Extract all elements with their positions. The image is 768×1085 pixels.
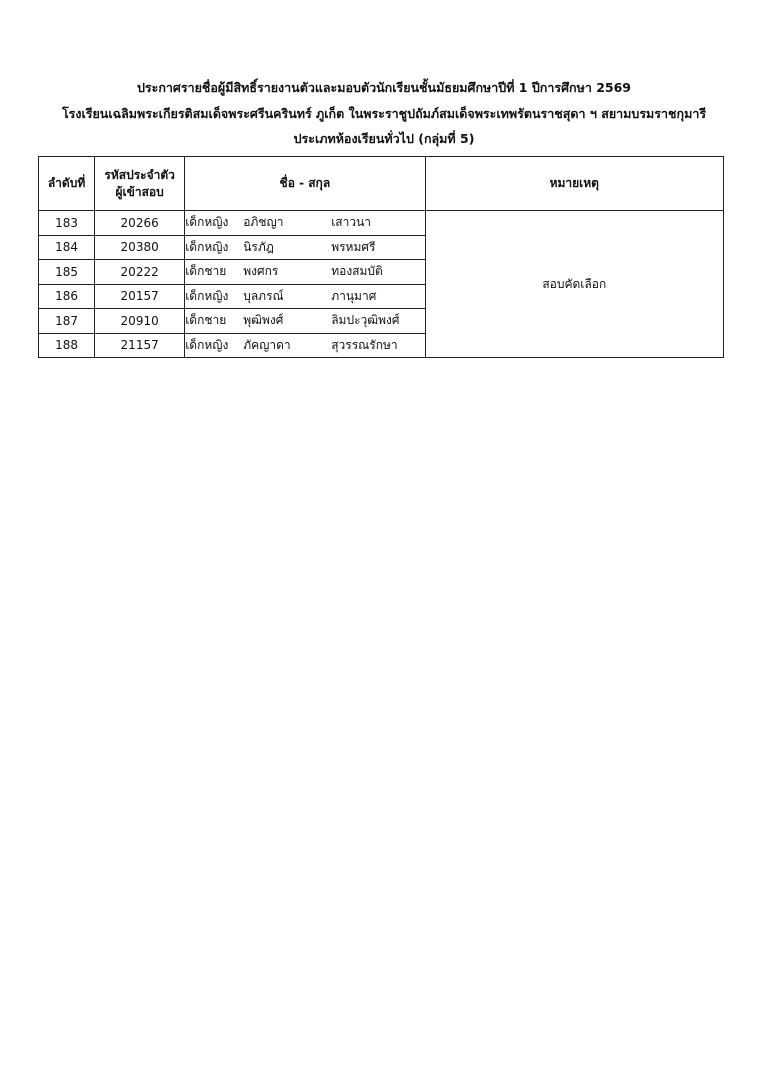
school-name: โรงเรียนเฉลิมพระเกียรติสมเด็จพระศรีนครินทร์ ภูเก็ต ในพระราชูปถัมภ์สมเด็จพระเทพรัตนราชสุดา ฯ สยามบรมราชกุมารี	[61, 106, 707, 121]
first-name: บุลภรณ์	[243, 288, 284, 303]
student-roster-table	[38, 156, 724, 358]
name-title: เด็กชาย	[185, 264, 227, 279]
row-name	[185, 284, 425, 309]
row-exam-id: 21157	[95, 333, 185, 358]
row-name	[185, 309, 425, 334]
row-no: 186	[39, 284, 95, 309]
announcement-title: ประกาศรายชื่อผู้มีสิทธิ์รายงานตัวและมอบตัวนักเรียนชั้นมัธยมศึกษาปีที่ 1 ปีการศึกษา 2569	[136, 80, 631, 95]
name-title: เด็กหญิง	[185, 215, 229, 230]
last-name: ทองสมบัติ	[331, 264, 383, 279]
row-no: 188	[39, 333, 95, 358]
last-name: เสาวนา	[331, 215, 372, 230]
name-title: เด็กหญิง	[185, 239, 229, 254]
row-exam-id: 20380	[95, 235, 185, 260]
first-name: พงศกร	[243, 264, 279, 279]
row-note: สอบคัดเลือก	[425, 211, 723, 358]
first-name: นิรภัฎ	[243, 239, 274, 254]
class-type-subtitle: ประเภทห้องเรียนทั่วไป (กลุ่มที่ 5)	[293, 131, 475, 146]
row-name	[185, 260, 425, 285]
column-header-exam-id-line2: ผู้เข้าสอบ	[115, 184, 164, 199]
row-exam-id: 20266	[95, 211, 185, 236]
name-title: เด็กชาย	[185, 313, 227, 328]
column-header-exam-id	[95, 157, 185, 211]
row-exam-id: 20157	[95, 284, 185, 309]
column-header-exam-id-line1: รหัสประจำตัว	[104, 167, 175, 182]
last-name: สุวรรณรักษา	[331, 337, 398, 352]
column-header-note: หมายเหตุ	[425, 157, 723, 211]
column-header-name: ชื่อ - สกุล	[185, 157, 425, 211]
table-header-row	[39, 157, 724, 211]
row-exam-id: 20222	[95, 260, 185, 285]
row-no: 184	[39, 235, 95, 260]
row-name	[185, 235, 425, 260]
row-name	[185, 211, 425, 236]
row-name	[185, 333, 425, 358]
first-name: ภัคญาดา	[243, 337, 291, 352]
last-name: ภานุมาศ	[331, 288, 377, 303]
row-no: 187	[39, 309, 95, 334]
row-no: 183	[39, 211, 95, 236]
first-name: อภิชญา	[243, 215, 284, 230]
last-name: พรหมศรี	[331, 239, 376, 254]
column-header-no: ลำดับที่	[39, 157, 95, 211]
row-exam-id: 20910	[95, 309, 185, 334]
name-title: เด็กหญิง	[185, 288, 229, 303]
name-title: เด็กหญิง	[185, 337, 229, 352]
first-name: พุฒิพงศ์	[243, 313, 284, 328]
table-row	[39, 211, 724, 236]
last-name: ลิมปะวุฒิพงศ์	[331, 313, 400, 328]
row-no: 185	[39, 260, 95, 285]
